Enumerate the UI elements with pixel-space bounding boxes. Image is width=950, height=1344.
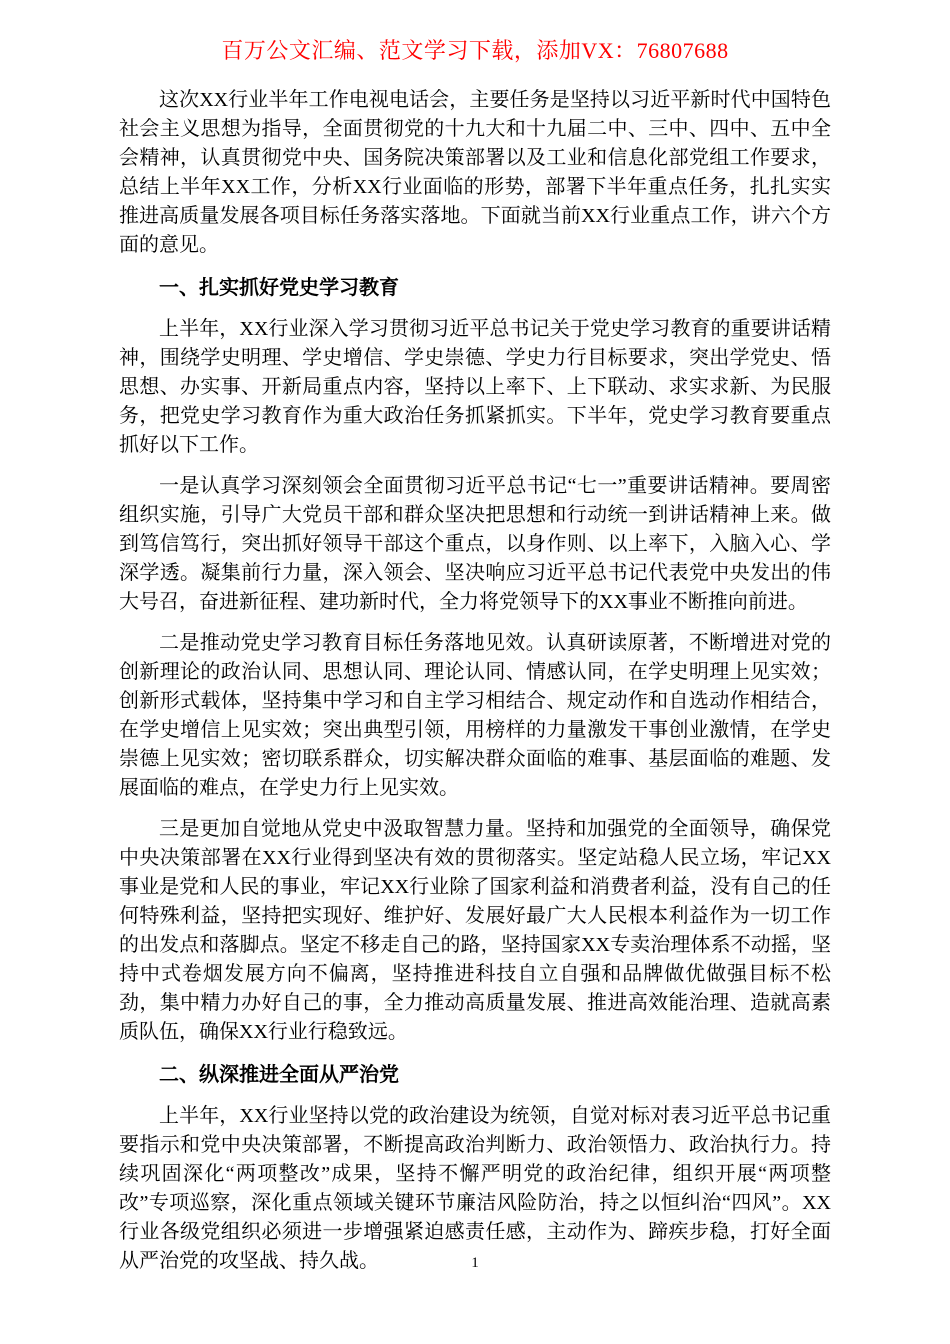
- section1-paragraph-2: 一是认真学习深刻领会全面贯彻习近平总书记“七一”重要讲话精神。要周密组织实施，引导广大党员干部和群众坚决把思想和行动统一到讲话精神上来。做到笃信笃行，突出抓好领导干部这个重点，以身作则、以上率下，入脑入心、学深学透。凝集前行力量，深入领会、坚决响应习近平总书记代表党中央发出的伟大号召，奋进新征程、建功新时代，全力将党领导下的XX事业不断推向前进。: [119, 475, 831, 613]
- section-heading-2: 二、纵深推进全面从严治党: [159, 1064, 399, 1086]
- page-number: 1: [471, 1255, 479, 1271]
- section1-paragraph-1: 上半年，XX行业深入学习贯彻习近平总书记关于党史学习教育的重要讲话精神，围绕学史明理、学史增信、学史崇德、学史力行目标要求，突出学党史、悟思想、办实事、开新局重点内容，坚持以上率下、上下联动、求实求新、为民服务，把党史学习教育作为重大政治任务抓紧抓实。下半年，党史学习教育要重点抓好以下工作。: [119, 318, 831, 456]
- promo-header-text: 百万公文汇编、范文学习下载，添加VX：76807688: [221, 38, 729, 63]
- intro-paragraph: 这次XX行业半年工作电视电话会，主要任务是坚持以习近平新时代中国特色社会主义思想为指导，全面贯彻党的十九大和十九届二中、三中、四中、五中全会精神，认真贯彻党中央、国务院决策部署以及工业和信息化部党组工作要求，总结上半年XX工作，分析XX行业面临的形势，部署下半年重点任务，扎扎实实推进高质量发展各项目标任务落实落地。下面就当前XX行业重点工作，讲六个方面的意见。: [119, 89, 831, 256]
- document-body: [119, 86, 831, 1288]
- section2-paragraph-1: 上半年，XX行业坚持以党的政治建设为统领，自觉对标对表习近平总书记重要指示和党中央决策部署，不断提高政治判断力、政治领悟力、政治执行力。持续巩固深化“两项整改”成果，坚持不懈严明党的政治纪律，组织开展“两项整改”专项巡察，深化重点领域关键环节廉洁风险防治，持之以恒纠治“四风”。XX行业各级党组织必须进一步增强紧迫感责任感，主动作为、蹄疾步稳，打好全面从严治党的攻坚战、持久战。: [119, 1105, 831, 1272]
- section-heading-1: 一、扎实抓好党史学习教育: [159, 277, 399, 299]
- section1-paragraph-3: 二是推动党史学习教育目标任务落地见效。认真研读原著，不断增进对党的创新理论的政治认同、思想认同、理论认同、情感认同，在学史明理上见实效；创新形式载体，坚持集中学习和自主学习相结合、规定动作和自选动作相结合，在学史增信上见实效；突出典型引领，用榜样的力量激发干事创业激情，在学史崇德上见实效；密切联系群众，切实解决群众面临的难事、基层面临的难题、发展面临的难点，在学史力行上见实效。: [119, 632, 831, 799]
- section1-paragraph-4: 三是更加自觉地从党史中汲取智慧力量。坚持和加强党的全面领导，确保党中央决策部署在XX行业得到坚决有效的贯彻落实。坚定站稳人民立场，牢记XX事业是党和人民的事业，牢记XX行业除了国家利益和消费者利益，没有自己的任何特殊利益，坚持把实现好、维护好、发展好最广大人民根本利益作为一切工作的出发点和落脚点。坚定不移走自己的路，坚持国家XX专卖治理体系不动摇，坚持中式卷烟发展方向不偏离，坚持推进科技自立自强和品牌做优做强目标不松劲，集中精力办好自己的事，全力推动高质量发展、推进高效能治理、造就高素质队伍，确保XX行业行稳致远。: [119, 818, 831, 1043]
